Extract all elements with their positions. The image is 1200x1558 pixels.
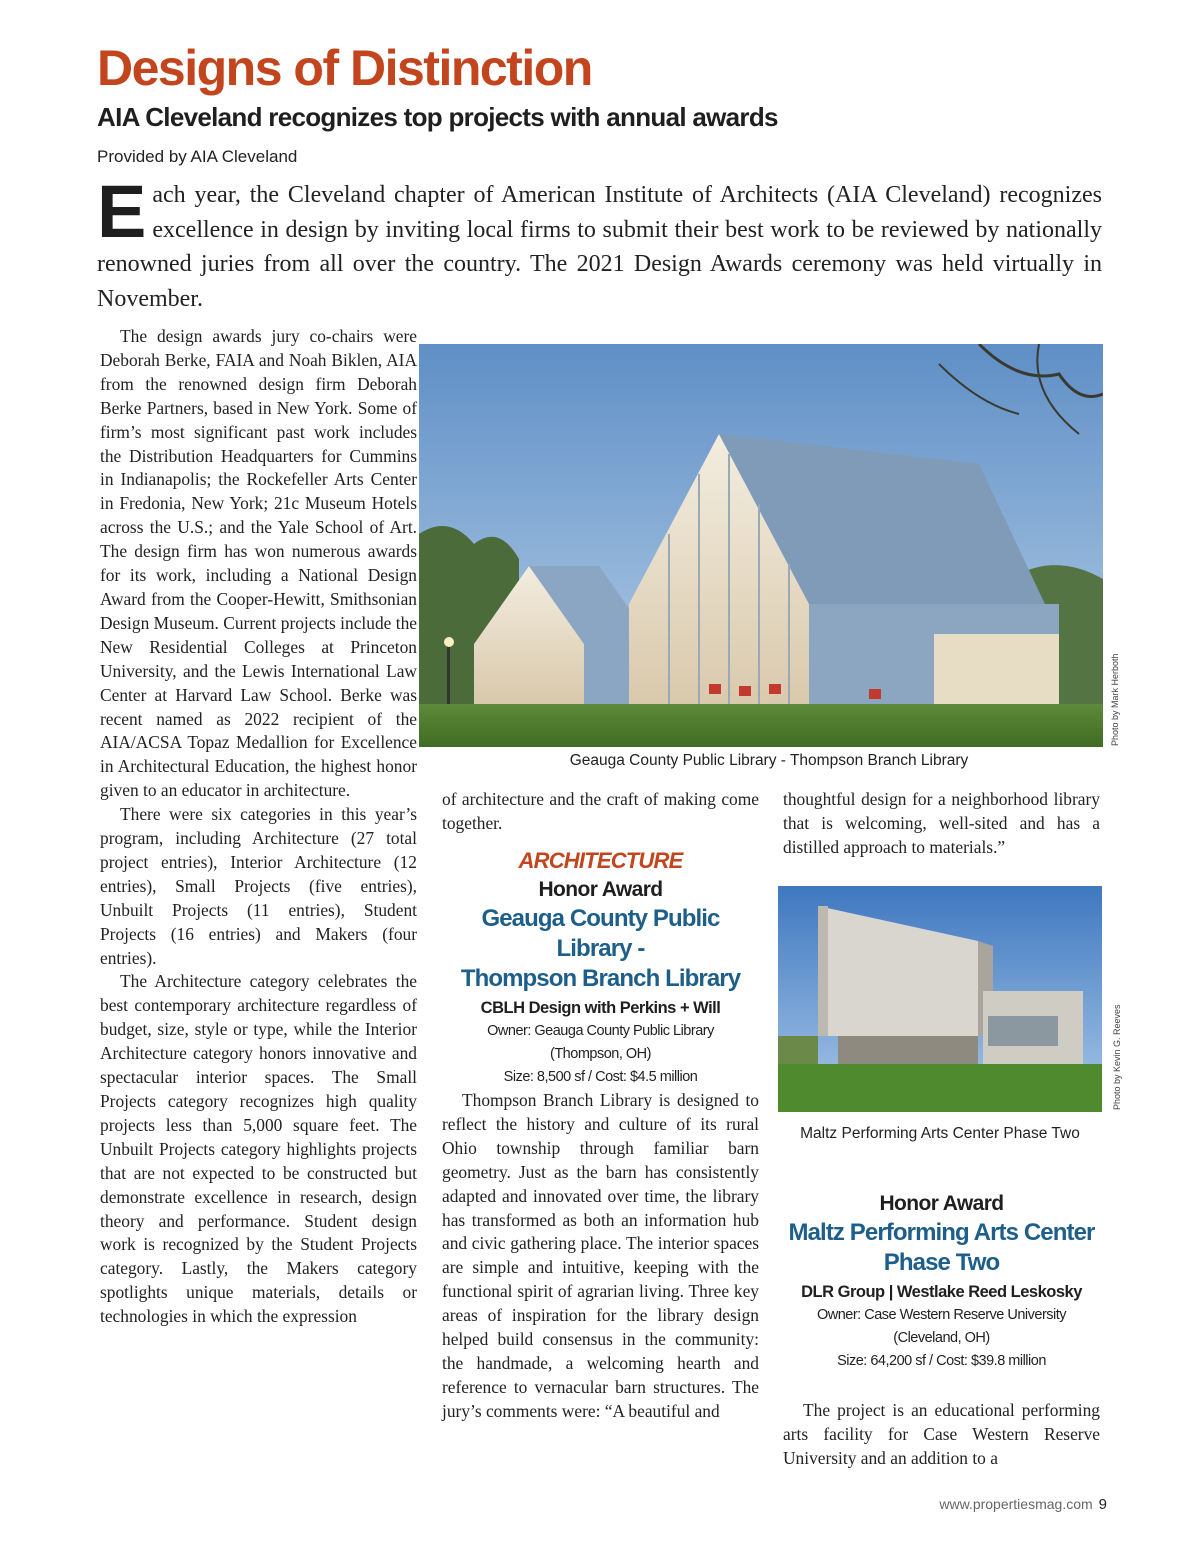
award-project-name-2: Thompson Branch Library <box>460 965 741 992</box>
award-size-cost: Size: 8,500 sf / Cost: $4.5 million <box>503 1069 698 1085</box>
page-number: 9 <box>1098 1496 1107 1513</box>
page-footer <box>939 1496 1107 1513</box>
middle-column <box>442 788 759 836</box>
library-photo-credit: Photo by Mark Herboth <box>1110 653 1120 746</box>
left-paragraph-2: There were six categories in this year’s program, including Architecture (27 total project entries), Interior Architecture (12 entries), Small Projects (five entries), Unbuilt Projects (11 entries), Student Projects (16 entries) and Makers (four entries). <box>100 804 417 968</box>
maltz-project-name: Maltz Performing Arts Center <box>788 1219 1095 1246</box>
left-paragraph-1: The design awards jury co-chairs were Deborah Berke, FAIA and Noah Biklen, AIA from the renowned design firm Deborah Berke Partners, based in New York. Some of firm’s most significant past work includes the Distribution Headquarters for Cummins in Indianapolis; the Rockefeller Arts Center in Fredonia, New York; 21c Museum Hotels across the U.S.; and the Yale School of Art. The design firm has won numerous awards for its work, including a National Design Award from the Cooper-Hewitt, Smithsonian Design Museum. Current projects include the New Residential Colleges at Princeton University, and the Lewis International Law Center at Harvard Law School. Berke was recent named as 2022 recipient of the AIA/ACSA Topaz Medallion for Excellence in Architectural Education, the highest honor given to an educator in architecture. <box>100 326 417 801</box>
award-location: (Thompson, OH) <box>550 1046 651 1062</box>
middle-body <box>442 1089 759 1424</box>
award-owner: Owner: Geauga County Public Library <box>487 1023 714 1039</box>
library-illustration <box>419 344 1103 747</box>
award-category: ARCHITECTURE <box>518 848 683 873</box>
maltz-photo <box>778 886 1102 1112</box>
maltz-size-cost: Size: 64,200 sf / Cost: $39.8 million <box>837 1353 1046 1369</box>
maltz-photo-caption: Maltz Performing Arts Center Phase Two <box>800 1125 1080 1142</box>
award-firm: CBLH Design with Perkins + Will <box>480 999 721 1017</box>
article-subtitle: AIA Cleveland recognizes top projects with annual awards <box>97 102 778 132</box>
drop-cap: E <box>97 170 147 253</box>
maltz-photo-credit: Photo by Kevin G. Reeves <box>1112 1004 1122 1110</box>
footer-url[interactable]: www.propertiesmag.com <box>939 1496 1093 1512</box>
middle-continuation: of architecture and the craft of making come together. <box>442 789 759 833</box>
middle-body-text: Thompson Branch Library is designed to reflect the history and culture of its rural Ohio township through familiar barn geometry. Just as the barn has consistently adapted and innovated over time, the library has transformed as both an information hub and civic gathering place. The interior spaces are simple and intuitive, keeping with the functional spirit of agrarian living. Three key areas of inspiration for the library design helped build consensus in the community: the handmade, a welcoming hearth and reference to vernacular barn structures. The jury’s comments were: “A beautiful and <box>442 1090 759 1421</box>
left-paragraph-3: The Architecture category celebrates the best contemporary architecture regardless of budget, size, style or type, while the Interior Architecture category honors innovative and spectacular interior spaces. The Small Projects category recognizes high quality projects less than 5,000 square feet. The Unbuilt Projects category highlights projects that are not expected to be constructed but demonstrate excellence in research, design theory and performance. Student design work is recognized by the Student Projects category. Lastly, the Makers category spotlights unique materials, details or technologies in which the expression <box>100 971 417 1327</box>
maltz-award-honor: Honor Award <box>879 1192 1004 1215</box>
maltz-firm: DLR Group | Westlake Reed Leskosky <box>801 1283 1082 1301</box>
right-continuation: thoughtful design for a neighborhood library that is welcoming, well-sited and has a distilled approach to materials.” <box>783 789 1100 857</box>
intro-paragraph <box>97 170 1102 316</box>
library-award-block <box>442 846 759 1089</box>
maltz-owner: Owner: Case Western Reserve University <box>816 1307 1067 1323</box>
right-body <box>783 1399 1100 1471</box>
award-honor: Honor Award <box>538 878 663 901</box>
library-photo-caption: Geauga County Public Library - Thompson Branch Library <box>569 752 969 769</box>
award-project-name: Geauga County Public Library - <box>481 905 720 962</box>
maltz-project-name-2: Phase Two <box>883 1249 1000 1276</box>
right-column <box>783 788 1100 860</box>
intro-text: ach year, the Cleveland chapter of American Institute of Architects (AIA Cleveland) recognizes excellence in design by inviting local firms to submit their best work to be reviewed by nationally renowned juries from all over the country. The 2021 Design Awards ceremony was held virtually in November. <box>97 182 1102 312</box>
article-credit: Provided by AIA Cleveland <box>97 147 298 166</box>
maltz-location: (Cleveland, OH) <box>893 1330 990 1346</box>
library-photo <box>419 344 1103 747</box>
maltz-award-block <box>783 1190 1100 1373</box>
maltz-illustration <box>778 886 1102 1112</box>
article-title: Designs of Distinction <box>97 40 592 96</box>
right-body-text: The project is an educational performing arts facility for Case Western Reserve University and an addition to a <box>783 1400 1100 1468</box>
left-column <box>100 325 417 1329</box>
